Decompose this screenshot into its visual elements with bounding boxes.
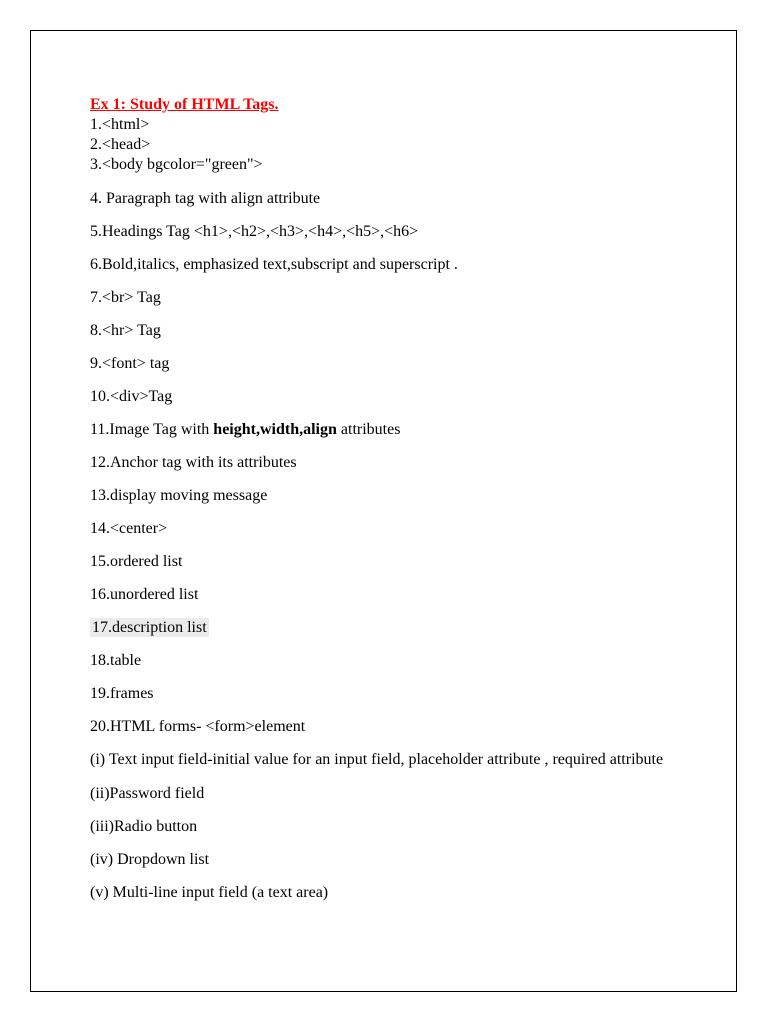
list-item: 14.<center> [90, 520, 168, 537]
list-item: 13.display moving message [90, 487, 268, 504]
item-bold-attributes: height,width,align [213, 421, 337, 438]
list-item: 5.Headings Tag <h1>,<h2>,<h3>,<h4>,<h5>,<h6> [90, 223, 419, 240]
list-item: 10.<div>Tag [90, 388, 173, 405]
list-item: 7.<br> Tag [90, 289, 161, 306]
list-item-image-tag [90, 420, 690, 440]
list-item-highlighted [90, 618, 690, 638]
sub-item: (iii)Radio button [90, 818, 198, 835]
sub-item: (v) Multi-line input field (a text area) [90, 884, 329, 901]
item-prefix: 11.Image Tag with [90, 421, 214, 438]
list-item: 12.Anchor tag with its attributes [90, 454, 297, 471]
document-content [90, 95, 690, 903]
list-item: 1.<html> [90, 116, 150, 133]
document-title: Ex 1: Study of HTML Tags. [90, 96, 279, 113]
sub-item: (ii)Password field [90, 785, 205, 802]
list-item: 20.HTML forms- <form>element [90, 718, 306, 735]
document-page [30, 30, 737, 992]
list-item: 6.Bold,italics, emphasized text,subscript and superscript . [90, 256, 458, 273]
list-item: 4. Paragraph tag with align attribute [90, 190, 321, 207]
list-item: 19.frames [90, 685, 154, 702]
list-item: 18.table [90, 652, 142, 669]
item-suffix: attributes [336, 421, 401, 438]
sub-item: (i) Text input field-initial value for an input field, placeholder attribute , required attribute [90, 751, 664, 768]
sub-item: (iv) Dropdown list [90, 851, 210, 868]
list-item: 16.unordered list [90, 586, 199, 603]
list-item: 3.<body bgcolor="green"> [90, 156, 263, 173]
list-item: 2.<head> [90, 136, 151, 153]
list-item: 9.<font> tag [90, 355, 170, 372]
highlighted-text: 17.description list [92, 619, 207, 636]
list-item: 8.<hr> Tag [90, 322, 161, 339]
list-item: 15.ordered list [90, 553, 183, 570]
